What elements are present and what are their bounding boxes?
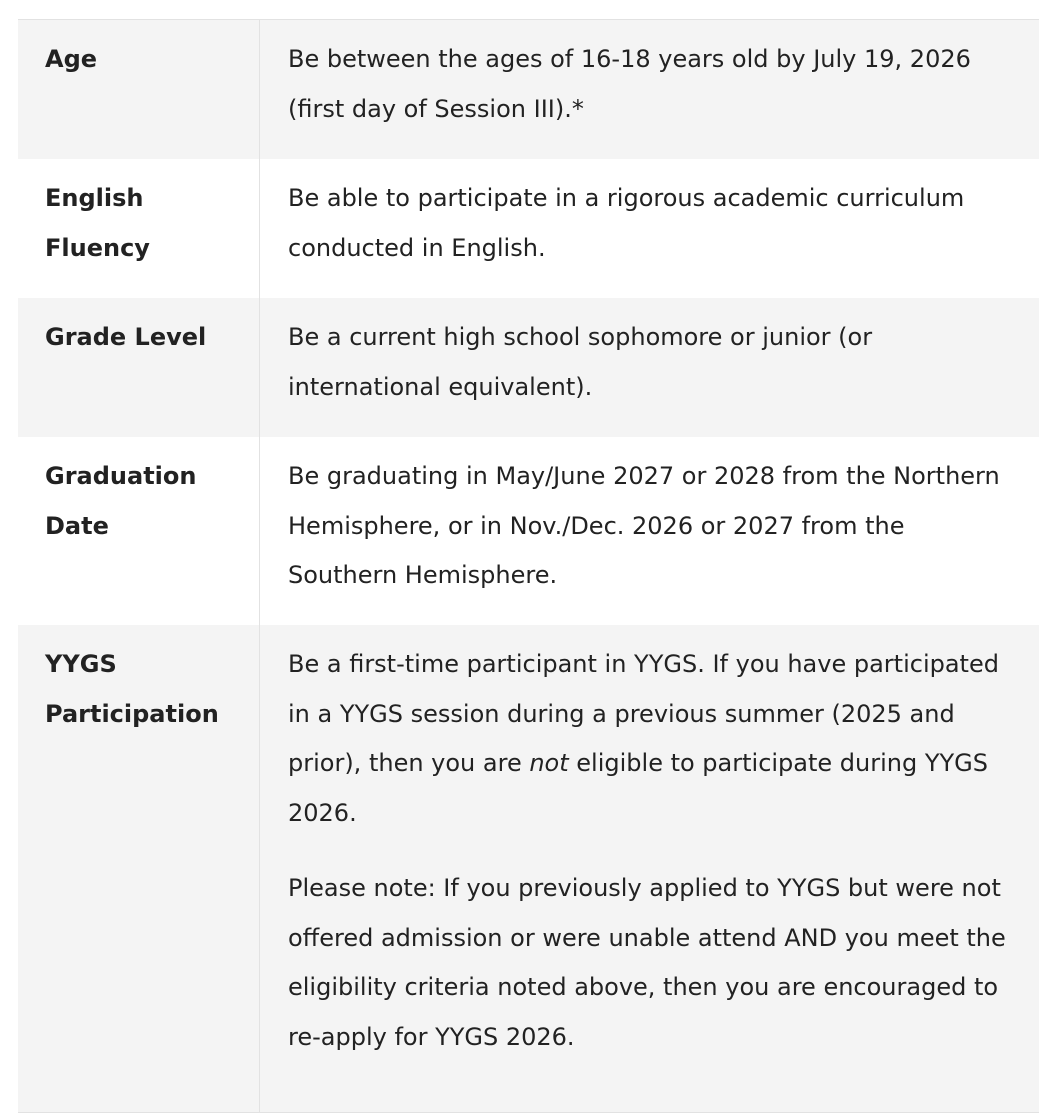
value-text: Be a first-time participant in YYGS. If you have participated in a YYGS session during a previous summer (2025 and prior), then you are — [288, 650, 999, 777]
value-text: eligible to participate during YYGS 2026. — [288, 749, 989, 827]
row-label-cell — [18, 159, 260, 298]
row-label-cell — [18, 298, 260, 437]
row-value-cell — [260, 298, 1039, 437]
row-label-cell — [18, 437, 260, 625]
table-row-age — [18, 20, 1039, 159]
row-label-graduation-date: Graduation Date — [45, 462, 197, 540]
row-label-yygs-participation: YYGS Participation — [45, 650, 219, 728]
row-value-graduation-date: Be graduating in May/June 2027 or 2028 from the Northern Hemisphere, or in Nov./Dec. 2026 or 2027 from the Southern Hemisphere. — [288, 462, 1000, 589]
table-row-grade-level — [18, 298, 1039, 437]
row-value-cell — [260, 159, 1039, 298]
table-row-graduation-date — [18, 437, 1039, 625]
row-value-age: Be between the ages of 16-18 years old by July 19, 2026 (first day of Session III).* — [288, 45, 971, 123]
row-value-english-fluency: Be able to participate in a rigorous academic curriculum conducted in English. — [288, 184, 965, 262]
row-value-cell — [260, 437, 1039, 625]
eligibility-table — [18, 19, 1039, 1113]
row-note-yygs-participation: Please note: If you previously applied to YYGS but were not offered admission or were unable attend AND you meet the eligibility criteria noted above, then you are encouraged to re-apply for YYGS 2026. — [288, 874, 1006, 1051]
row-label-english-fluency: English Fluency — [45, 184, 150, 262]
value-emphasis: not — [529, 749, 569, 777]
row-label-grade-level: Grade Level — [45, 323, 207, 351]
row-label-cell — [18, 625, 260, 1112]
table-row-english-fluency — [18, 159, 1039, 298]
row-value-yygs-participation — [288, 640, 1019, 838]
row-value-cell — [260, 20, 1039, 159]
row-label-age: Age — [45, 45, 98, 73]
row-value-cell — [260, 625, 1039, 1112]
row-value-grade-level: Be a current high school sophomore or junior (or international equivalent). — [288, 323, 873, 401]
table-row-yygs-participation — [18, 625, 1039, 1112]
row-label-cell — [18, 20, 260, 159]
